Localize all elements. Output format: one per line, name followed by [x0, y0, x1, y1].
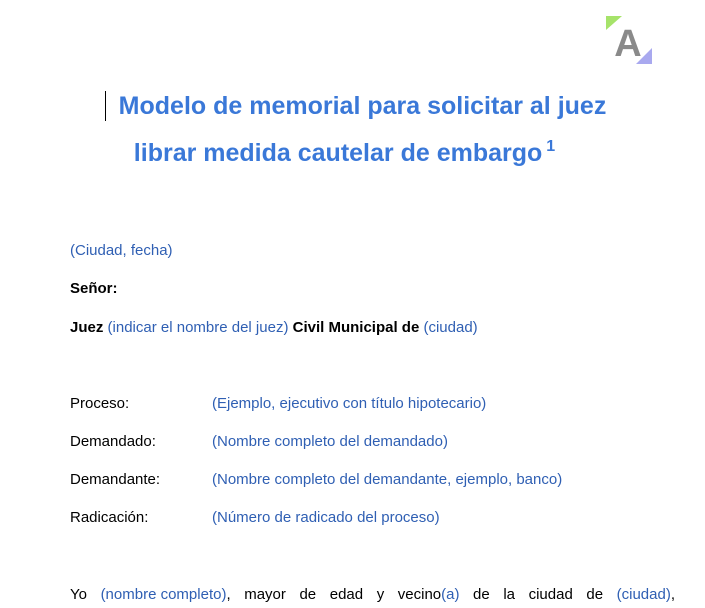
- brand-logo: [606, 16, 652, 64]
- word: de: [586, 586, 604, 603]
- word: Yo: [70, 586, 87, 603]
- field-label-demandante: Demandante:: [70, 471, 161, 488]
- city-placeholder-group: [617, 586, 675, 604]
- court-label: Civil Municipal de: [292, 319, 420, 336]
- field-label-demandado: Demandado:: [70, 433, 156, 450]
- page-title-line-2: [0, 138, 697, 172]
- salutation: Señor:: [70, 280, 118, 297]
- field-label-radicacion: Radicación:: [70, 509, 149, 526]
- word: la: [503, 586, 515, 603]
- field-value-demandante: (Nombre completo del demandante, ejemplo, banco): [212, 471, 563, 488]
- word: ciudad: [528, 586, 573, 603]
- city-placeholder: (ciudad): [616, 586, 671, 603]
- word: edad: [329, 586, 364, 603]
- field-value-radicacion: (Número de radicado del proceso): [212, 509, 440, 526]
- judge-prefix: Juez: [70, 319, 104, 336]
- body-paragraph: [70, 586, 675, 604]
- page-title-line-2-text: librar medida cautelar de embargo: [133, 139, 543, 167]
- word: mayor: [244, 586, 286, 603]
- footnote-marker[interactable]: 1: [546, 138, 556, 155]
- date-placeholder: (Ciudad, fecha): [70, 242, 173, 259]
- word: ,: [226, 586, 231, 603]
- page-title-line-1: Modelo de memorial para solicitar al juez: [118, 92, 607, 120]
- field-label-proceso: Proceso:: [70, 395, 130, 412]
- logo-letter: A: [614, 23, 642, 64]
- vecino-group: [398, 586, 460, 604]
- gender-placeholder: (a): [441, 586, 460, 603]
- field-value-demandado: (Nombre completo del demandado): [212, 433, 448, 450]
- judge-name-placeholder: (indicar el nombre del juez): [107, 319, 289, 336]
- word: ,: [670, 586, 675, 603]
- name-placeholder-group: [101, 586, 231, 604]
- field-value-proceso: (Ejemplo, ejecutivo con título hipotecario): [212, 395, 487, 412]
- judge-line: [70, 319, 478, 337]
- full-name-placeholder: (nombre completo): [100, 586, 227, 603]
- word: y: [376, 586, 385, 603]
- word: de: [299, 586, 317, 603]
- word: vecino: [397, 586, 442, 603]
- word: de: [473, 586, 490, 603]
- court-city-placeholder: (ciudad): [423, 319, 478, 336]
